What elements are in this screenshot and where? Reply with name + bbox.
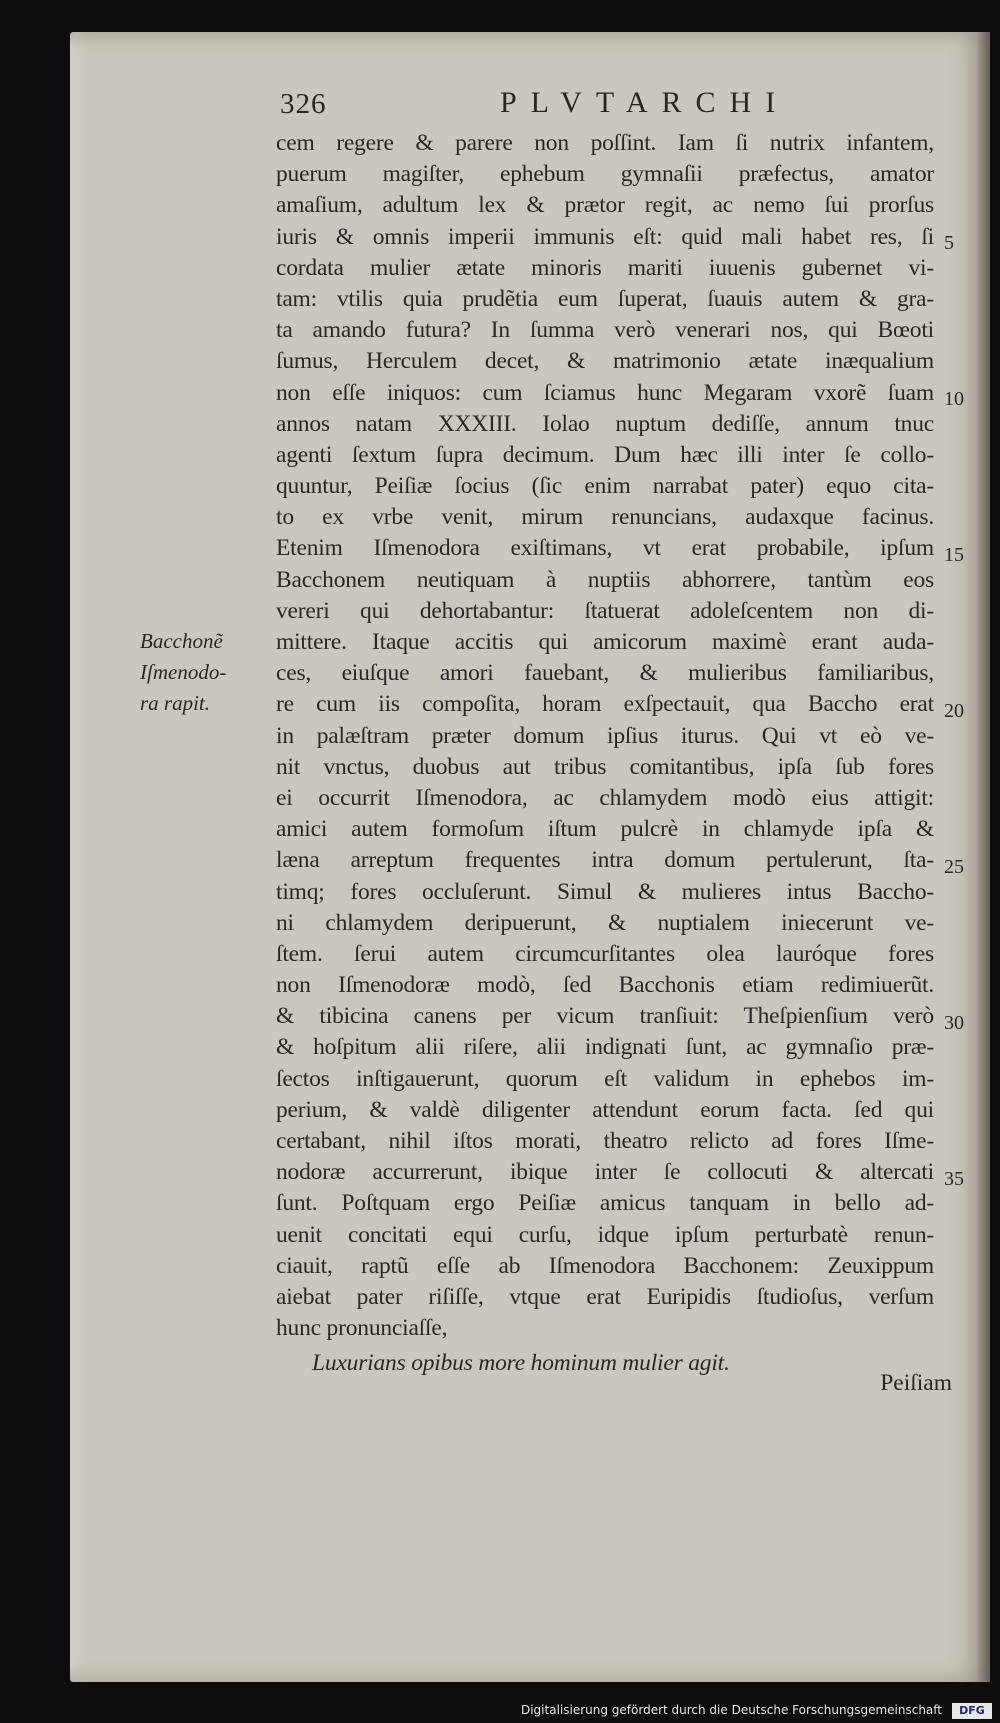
line-number: 10 <box>944 388 964 410</box>
text-line: non Iſmenodoræ modò, ſed Bacchonis etiam redimiuerũt. <box>276 972 934 999</box>
line-number: 30 <box>944 1012 964 1034</box>
margin-note <box>140 626 270 720</box>
verse-line: Luxurians opibus more hominum mulier agit. <box>312 1350 730 1377</box>
text-line: ei occurrit Iſmenodora, ac chlamydem modò eius attigit: <box>276 784 934 811</box>
line-number: 15 <box>944 544 964 566</box>
catchword: Peiſiam <box>880 1370 952 1396</box>
text-line: ces, eiuſque amori fauebant, & mulieribus familiaribus, <box>276 660 934 687</box>
text-line: mittere. Itaque accitis qui amicorum maximè erant auda- <box>276 629 934 655</box>
text-line: Etenim Iſmenodora exiſtimans, vt erat probabile, ipſum <box>276 535 934 562</box>
text-line: vereri qui dehortabantur: ſtatuerat adoleſcentem non di- <box>276 597 934 624</box>
text-line: ſunt. Poſtquam ergo Peiſiæ amicus tanquam in bello ad- <box>276 1190 934 1217</box>
text-line: ſectos inſtigauerunt, quorum eſt validum in ephebos im- <box>276 1065 934 1092</box>
text-line: quuntur, Peiſiæ ſocius (ſic enim narrabat pater) equo cita- <box>276 473 934 500</box>
margin-note-line: Bacchonẽ <box>140 629 223 653</box>
text-line: annos natam XXXIII. Iolao nuptum dediſſe, annum tnuc <box>276 410 934 437</box>
text-line: ſumus, Herculem decet, & matrimonio ætate inæqualium <box>276 348 934 375</box>
text-line: & hoſpitum alii riſere, alii indignati ſunt, ac gymnaſio præ- <box>276 1034 934 1061</box>
text-line: timq; fores occluſerunt. Simul & mulieres intus Baccho- <box>276 878 934 905</box>
body-text <box>276 128 934 1380</box>
text-line: ta amando futura? In ſumma verò venerari nos, qui Bœoti <box>276 317 934 344</box>
text-line: nit vnctus, duobus aut tribus comitantibus, ipſa ſub fores <box>276 753 934 780</box>
line-number: 20 <box>944 700 964 722</box>
page-edge-shadow <box>976 32 990 1682</box>
text-line: uenit concitati equi curſu, idque ipſum perturbatè renun- <box>276 1221 934 1248</box>
text-line: aiebat pater riſiſſe, vtque erat Euripidis ſtudioſus, verſum <box>276 1283 934 1310</box>
margin-note-line: ra rapit. <box>140 691 211 716</box>
line-number: 35 <box>944 1168 964 1190</box>
text-line: agenti ſextum ſupra decimum. Dum hæc illi inter ſe collo- <box>276 441 934 468</box>
text-line: ſtem. ſerui autem circumcurſitantes olea lauróque fores <box>276 940 934 967</box>
margin-note-line: Iſmenodo- <box>140 660 227 685</box>
text-line: & tibicina canens per vicum tranſiuit: Theſpienſium verò <box>276 1003 934 1030</box>
running-title: PLVTARCHI <box>500 86 790 119</box>
text-line: iuris & omnis imperii immunis eſt: quid mali habet res, ſi <box>276 223 934 250</box>
text-line: Bacchonem neutiquam à nuptiis abhorrere, tantùm eos <box>276 566 934 593</box>
text-line: in palæſtram præter domum ipſius iturus. Qui vt eò ve- <box>276 722 934 749</box>
dfg-logo: DFG <box>952 1703 992 1719</box>
text-line: nodoræ accurrerunt, ibique inter ſe collocuti & altercati <box>276 1159 934 1186</box>
text-line: puerum magiſter, ephebum gymnaſii præfectus, amator <box>276 161 934 188</box>
text-line: perium, & valdè diligenter attendunt eorum facta. ſed qui <box>276 1096 934 1123</box>
footer-credit: Digitalisierung gefördert durch die Deutsche Forschungsgemeinschaft <box>520 1703 942 1717</box>
text-line: læna arreptum frequentes intra domum pertulerunt, ſta- <box>276 847 934 874</box>
text-line: amici autem formoſum iſtum pulcrè in chlamyde ipſa & <box>276 816 934 843</box>
text-line: to ex vrbe venit, mirum renuncians, audaxque facinus. <box>276 504 934 531</box>
text-line: certabant, nihil iſtos morati, theatro relicto ad fores Iſme- <box>276 1128 934 1154</box>
text-line: tam: vtilis quia prudẽtia eum ſuperat, ſuauis autem & gra- <box>276 285 934 312</box>
page-number: 326 <box>280 88 327 120</box>
text-line: cem regere & parere non poſſint. Iam ſi nutrix infantem, <box>276 130 934 156</box>
text-line: ciauit, raptũ eſſe ab Iſmenodora Bacchonem: Zeuxippum <box>276 1252 934 1279</box>
text-line: cordata mulier ætate minoris mariti iuuenis gubernet vi- <box>276 254 934 281</box>
line-number: 25 <box>944 856 964 878</box>
text-line: amaſium, adultum lex & prætor regit, ac nemo ſui prorſus <box>276 192 934 219</box>
text-line: re cum iis compoſita, horam exſpectauit, qua Baccho erat <box>276 691 934 718</box>
text-line: hunc pronunciaſſe, <box>276 1315 448 1342</box>
line-number: 5 <box>944 232 954 254</box>
text-line: non eſſe iniquos: cum ſciamus hunc Megaram vxorẽ ſuam <box>276 379 934 406</box>
text-line: ni chlamydem deripuerunt, & nuptialem iniecerunt ve- <box>276 909 934 936</box>
